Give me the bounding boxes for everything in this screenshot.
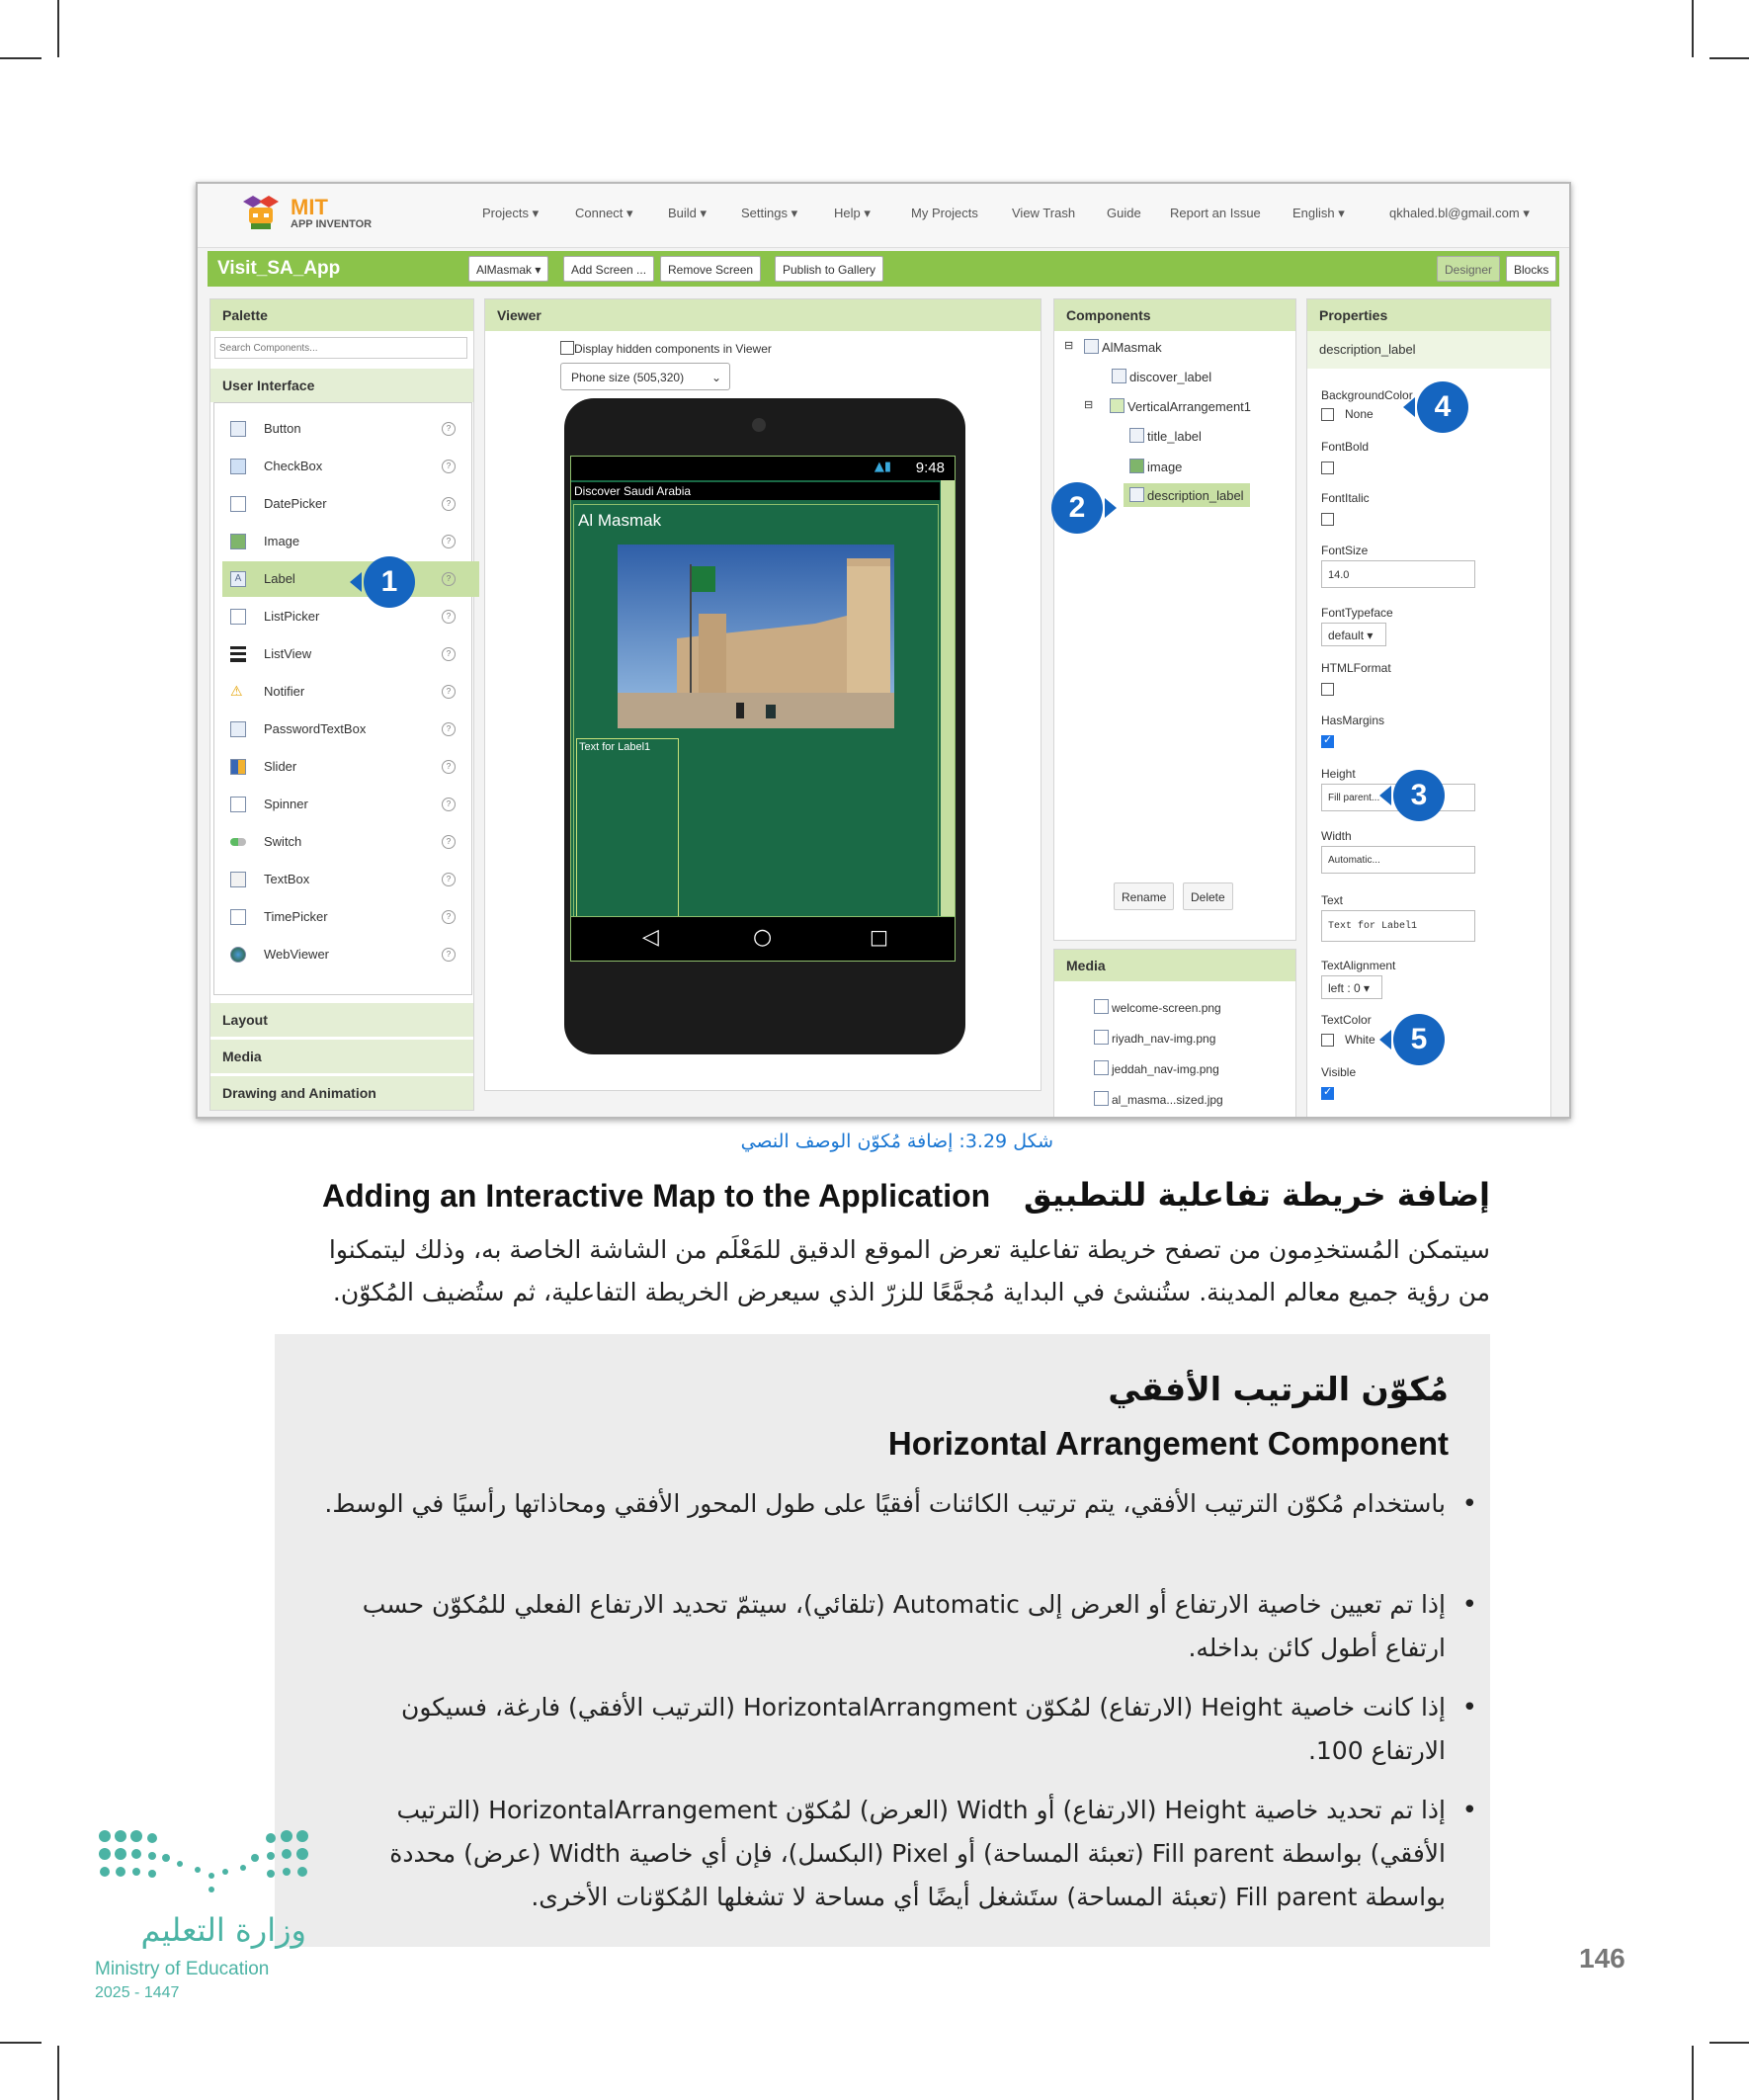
listview-icon: [230, 646, 246, 662]
screen-title-bar: Discover Saudi Arabia: [571, 482, 940, 500]
label-icon: A: [230, 571, 246, 587]
palette-item-timepicker[interactable]: TimePicker ?: [226, 899, 473, 935]
prop-textcolor-label: TextColor: [1321, 1013, 1372, 1027]
phone-size-select[interactable]: Phone size (505,320) ⌄: [560, 363, 730, 390]
description-label-preview: Text for Label1: [576, 738, 679, 932]
prop-backgroundcolor-label: BackgroundColor: [1321, 388, 1413, 402]
collapse-icon[interactable]: ⊟: [1064, 340, 1074, 352]
media-file[interactable]: jeddah_nav-img.png: [1094, 1060, 1219, 1076]
recents-icon[interactable]: □: [870, 925, 888, 949]
media-file[interactable]: riyadh_nav-img.png: [1094, 1030, 1215, 1046]
section-heading: [322, 1176, 1490, 1223]
spinner-icon: [230, 797, 246, 812]
phone-frame: [564, 398, 965, 1054]
hidden-components-toggle[interactable]: Display hidden components in Viewer: [560, 341, 772, 356]
crop-mark: [1709, 2042, 1749, 2044]
logo-icon: [239, 192, 283, 235]
palette-item-switch[interactable]: Switch ?: [226, 824, 473, 860]
palette-item-datepicker[interactable]: DatePicker ?: [226, 486, 473, 522]
menu-guide[interactable]: Guide: [1107, 206, 1141, 220]
fontitalic-checkbox[interactable]: [1321, 513, 1334, 526]
crop-mark: [1709, 57, 1749, 59]
status-bar: [571, 457, 955, 480]
collapse-icon[interactable]: ⊟: [1084, 399, 1094, 411]
prop-fontbold-label: FontBold: [1321, 440, 1370, 454]
help-icon[interactable]: ?: [442, 535, 456, 548]
fontbold-checkbox[interactable]: [1321, 462, 1334, 474]
palette-item-listview[interactable]: ListView ?: [226, 636, 473, 672]
add-screen-button[interactable]: Add Screen ...: [563, 256, 654, 282]
box-title-en: Horizontal Arrangement Component: [887, 1425, 1449, 1462]
menu-report-issue[interactable]: Report an Issue: [1170, 206, 1261, 220]
help-icon[interactable]: ?: [442, 910, 456, 924]
mit-app-inventor-logo[interactable]: [239, 192, 387, 239]
title-label: Al Masmak: [578, 511, 662, 530]
app-inventor-screenshot: [196, 182, 1571, 1119]
top-navigation-bar: [198, 184, 1569, 248]
prop-fontitalic-label: FontItalic: [1321, 491, 1370, 505]
palette-item-checkbox[interactable]: CheckBox ?: [226, 449, 473, 484]
textbox-icon: [230, 872, 246, 887]
al-masmak-photo: [618, 545, 894, 728]
viewer-panel: [484, 298, 1041, 1091]
hidden-components-checkbox[interactable]: [560, 341, 574, 355]
htmlformat-checkbox[interactable]: [1321, 683, 1334, 696]
step-badge-2: 2: [1051, 482, 1103, 534]
image-icon: [1129, 459, 1144, 473]
step-badge-5: 5: [1393, 1014, 1445, 1065]
globe-icon: [230, 947, 246, 963]
fontsize-input[interactable]: 14.0: [1321, 560, 1475, 588]
crop-mark: [1692, 2046, 1694, 2100]
palette-item-list: [213, 402, 472, 995]
checkbox-icon: [230, 459, 246, 474]
prop-fonttypeface-label: FontTypeface: [1321, 606, 1393, 620]
help-icon[interactable]: ?: [442, 497, 456, 511]
height-input[interactable]: Fill parent...: [1321, 784, 1475, 811]
info-box: [275, 1334, 1490, 1947]
backgroundcolor-value[interactable]: None: [1345, 407, 1374, 421]
step-badge-4: 4: [1417, 381, 1468, 433]
ministry-logo: [95, 1824, 312, 2012]
menu-account[interactable]: qkhaled.bl@gmail.com ▾: [1389, 206, 1530, 220]
project-toolbar: [208, 251, 1559, 287]
palette-item-webviewer[interactable]: WebViewer ?: [226, 937, 473, 972]
warning-icon: ⚠: [230, 684, 243, 700]
palette-item-label[interactable]: A Label ?: [222, 561, 479, 597]
intro-paragraph-line-1: سيتمكن المُستخدِمون من تصفح خريطة تفاعلية تعرض الموقع الدقيق للمَعْلَم من الشاشة الخاصة به، وذلك ليتمكنوا: [328, 1235, 1490, 1264]
ministry-year: 2025 - 1447: [95, 1984, 180, 2001]
palette-item-button[interactable]: Button ?: [226, 411, 473, 447]
label-icon: [1129, 487, 1144, 502]
publish-gallery-button[interactable]: Publish to Gallery: [775, 256, 883, 282]
home-icon[interactable]: ○: [753, 925, 773, 950]
components-panel: [1053, 298, 1296, 941]
menu-language[interactable]: English ▾: [1292, 206, 1345, 220]
tree-item-title-label[interactable]: title_label: [1129, 428, 1202, 444]
palette-item-passwordtextbox[interactable]: PasswordTextBox ?: [226, 712, 473, 747]
toggle-icon: [230, 838, 246, 846]
help-icon[interactable]: ?: [442, 422, 456, 436]
media-file[interactable]: welcome-screen.png: [1094, 999, 1221, 1015]
designer-button[interactable]: Designer: [1437, 256, 1500, 282]
wifi-signal-icon: ▲▮: [874, 460, 891, 474]
fonttypeface-select[interactable]: default ▾: [1321, 623, 1386, 646]
screen-select-button[interactable]: AlMasmak ▾: [468, 256, 548, 282]
page-number: 146: [1579, 1943, 1625, 1974]
palette-item-textbox[interactable]: TextBox ?: [226, 862, 473, 897]
step-badge-1: 1: [364, 556, 415, 608]
palette-item-slider[interactable]: Slider ?: [226, 749, 473, 785]
palette-item-notifier[interactable]: ⚠ Notifier ?: [226, 674, 473, 710]
help-icon[interactable]: ?: [442, 948, 456, 962]
media-title: Media: [1054, 950, 1295, 981]
phone-screen: [570, 456, 956, 962]
prop-visible-label: Visible: [1321, 1065, 1357, 1079]
prop-text-label: Text: [1321, 893, 1344, 907]
backgroundcolor-swatch[interactable]: [1321, 408, 1334, 421]
blocks-button[interactable]: Blocks: [1506, 256, 1556, 282]
ministry-dots-icon: [95, 1824, 312, 1903]
textalignment-select[interactable]: left : 0 ▾: [1321, 975, 1382, 999]
delete-button[interactable]: Delete: [1183, 882, 1233, 910]
listpicker-icon: [230, 609, 246, 625]
camera-icon: [752, 418, 766, 432]
button-icon: [230, 421, 246, 437]
project-title: Visit_SA_App: [217, 258, 341, 279]
remove-screen-button[interactable]: Remove Screen: [660, 256, 761, 282]
selected-component-name: description_label: [1307, 331, 1550, 369]
palette-category-drawing[interactable]: Drawing and Animation: [210, 1076, 473, 1110]
image-file-icon: [1094, 1091, 1109, 1106]
intro-paragraph-line-2: من رؤية جميع معالم المدينة. ستُنشئ في البداية مُجمَّعًا للزرّ الذي سيعرض الخريطة التفاعلية، ثم ستُضيف المُكوّن.: [332, 1278, 1490, 1306]
components-title: Components: [1054, 299, 1295, 331]
status-time: 9:48: [915, 460, 945, 476]
menu-projects[interactable]: Projects ▾: [482, 206, 540, 220]
menu-my-projects[interactable]: My Projects: [911, 206, 978, 220]
step-badge-3: 3: [1393, 770, 1445, 821]
clock-icon: [230, 909, 246, 925]
palette-search-input[interactable]: [214, 337, 467, 359]
help-icon[interactable]: ?: [442, 647, 456, 661]
menu-build[interactable]: Build ▾: [668, 206, 708, 220]
tree-item-almasmak[interactable]: AlMasmak: [1084, 339, 1162, 355]
calendar-icon: [230, 496, 246, 512]
label-icon: [1112, 369, 1126, 383]
menu-view-trash[interactable]: View Trash: [1012, 206, 1076, 220]
back-icon[interactable]: ◁: [642, 925, 659, 950]
help-icon[interactable]: ?: [442, 835, 456, 849]
prop-hasmargins-label: HasMargins: [1321, 714, 1385, 727]
hasmargins-checkbox[interactable]: [1321, 735, 1334, 748]
image-file-icon: [1094, 1060, 1109, 1075]
palette-panel: [209, 298, 474, 1111]
palette-item-spinner[interactable]: Spinner ?: [226, 787, 473, 822]
rename-button[interactable]: Rename: [1114, 882, 1174, 910]
logo-app-inventor-text: APP INVENTOR: [291, 218, 373, 230]
help-icon[interactable]: ?: [442, 610, 456, 624]
prop-width-label: Width: [1321, 829, 1352, 843]
viewer-title: Viewer: [485, 299, 1041, 331]
textcolor-swatch[interactable]: [1321, 1034, 1334, 1047]
ministry-name-ar: وزارة التعليم: [140, 1911, 306, 1949]
crop-mark: [57, 0, 59, 57]
width-input[interactable]: Automatic...: [1321, 846, 1475, 874]
prop-height-label: Height: [1321, 767, 1356, 781]
tree-item-discover-label[interactable]: discover_label: [1112, 369, 1211, 384]
image-file-icon: [1094, 1030, 1109, 1045]
section-heading-en: Adding an Interactive Map to the Application: [322, 1178, 991, 1214]
textcolor-value[interactable]: White: [1345, 1033, 1375, 1047]
menu-connect[interactable]: Connect ▾: [575, 206, 633, 220]
tree-item-description-label[interactable]: description_label: [1124, 483, 1250, 507]
crop-mark: [0, 2042, 42, 2044]
palette-item-image[interactable]: Image ?: [226, 524, 473, 559]
text-input[interactable]: Text for Label1: [1321, 910, 1475, 942]
palette-category-layout[interactable]: Layout: [210, 1003, 473, 1037]
section-heading-ar: إضافة خريطة تفاعلية للتطبيق: [1024, 1176, 1490, 1214]
ministry-name-en: Ministry of Education: [95, 1959, 270, 1979]
properties-title: Properties: [1307, 299, 1550, 331]
crop-mark: [57, 2046, 59, 2100]
help-icon[interactable]: ?: [442, 760, 456, 774]
palette-item-listpicker[interactable]: ListPicker ?: [226, 599, 473, 634]
label-icon: [1129, 428, 1144, 443]
media-file[interactable]: al_masma...sized.jpg: [1094, 1091, 1223, 1107]
vertical-arrangement: [573, 504, 939, 933]
screen-icon: [1084, 339, 1099, 354]
image-file-icon: [1094, 999, 1109, 1014]
phone-nav-bar: [571, 916, 955, 961]
prop-fontsize-label: FontSize: [1321, 544, 1369, 557]
bullet-item: • باستخدام مُكوّن الترتيب الأفقي، يتم ترتيب الكائنات أفقيًا على طول المحور الأفقي ومحاذاتها رأسيًا في الوسط.: [324, 1482, 1446, 1526]
screen-scrollbar[interactable]: [941, 480, 955, 961]
crop-mark: [1692, 0, 1694, 57]
media-panel: [1053, 949, 1296, 1119]
chevron-down-icon: ⌄: [710, 371, 721, 384]
help-icon[interactable]: ?: [442, 572, 456, 586]
visible-checkbox[interactable]: [1321, 1087, 1334, 1100]
bullet-item: • إذا تم تحديد خاصية Height (الارتفاع) أو Width (العرض) لمُكوّن HorizontalArrangement (الترتيب الأفقي) بواسطة Fill parent (تعبئة المساحة) أو Pixel (البكسل)، فإن أي خاصية Width (عرض) محددة بواسطة Fill parent (تعبئة المساحة) ستَشغل أيضًا أي مساحة لا تشغلها المُكوّنات الأخرى.: [324, 1789, 1446, 1919]
palette-category-media[interactable]: Media: [210, 1040, 473, 1073]
bullet-item: • إذا كانت خاصية Height (الارتفاع) لمُكوّن HorizontalArrangment (الترتيب الأفقي) فارغة، فسيكون الارتفاع 100.: [324, 1686, 1446, 1773]
help-icon[interactable]: ?: [442, 798, 456, 811]
palette-category-user-interface[interactable]: User Interface: [210, 369, 473, 402]
help-icon[interactable]: ?: [442, 460, 456, 473]
tree-item-image[interactable]: image: [1129, 459, 1182, 474]
slider-icon: [230, 759, 246, 775]
figure-caption: شكل 3.29: إضافة مُكوّن الوصف النصي: [740, 1131, 1053, 1152]
logo-mit-text: MIT: [291, 195, 328, 219]
prop-htmlformat-label: HTMLFormat: [1321, 661, 1391, 675]
help-icon[interactable]: ?: [442, 685, 456, 699]
box-title-ar: مُكوّن الترتيب الأفقي: [1108, 1370, 1449, 1408]
crop-mark: [0, 57, 42, 59]
prop-textalignment-label: TextAlignment: [1321, 959, 1396, 972]
tree-item-vertical-arrangement[interactable]: VerticalArrangement1: [1110, 398, 1251, 414]
palette-title: Palette: [210, 299, 473, 331]
image-icon: [230, 534, 246, 549]
help-icon[interactable]: ?: [442, 873, 456, 886]
bullet-item: • إذا تم تعيين خاصية الارتفاع أو العرض إلى Automatic (تلقائي)، سيتمّ تحديد الارتفاع الفعلي للمُكوّن حسب ارتفاع أطول كائن بداخله.: [324, 1583, 1446, 1670]
arrangement-icon: [1110, 398, 1124, 413]
help-icon[interactable]: ?: [442, 722, 456, 736]
password-icon: [230, 721, 246, 737]
menu-settings[interactable]: Settings ▾: [741, 206, 798, 220]
menu-help[interactable]: Help ▾: [834, 206, 871, 220]
